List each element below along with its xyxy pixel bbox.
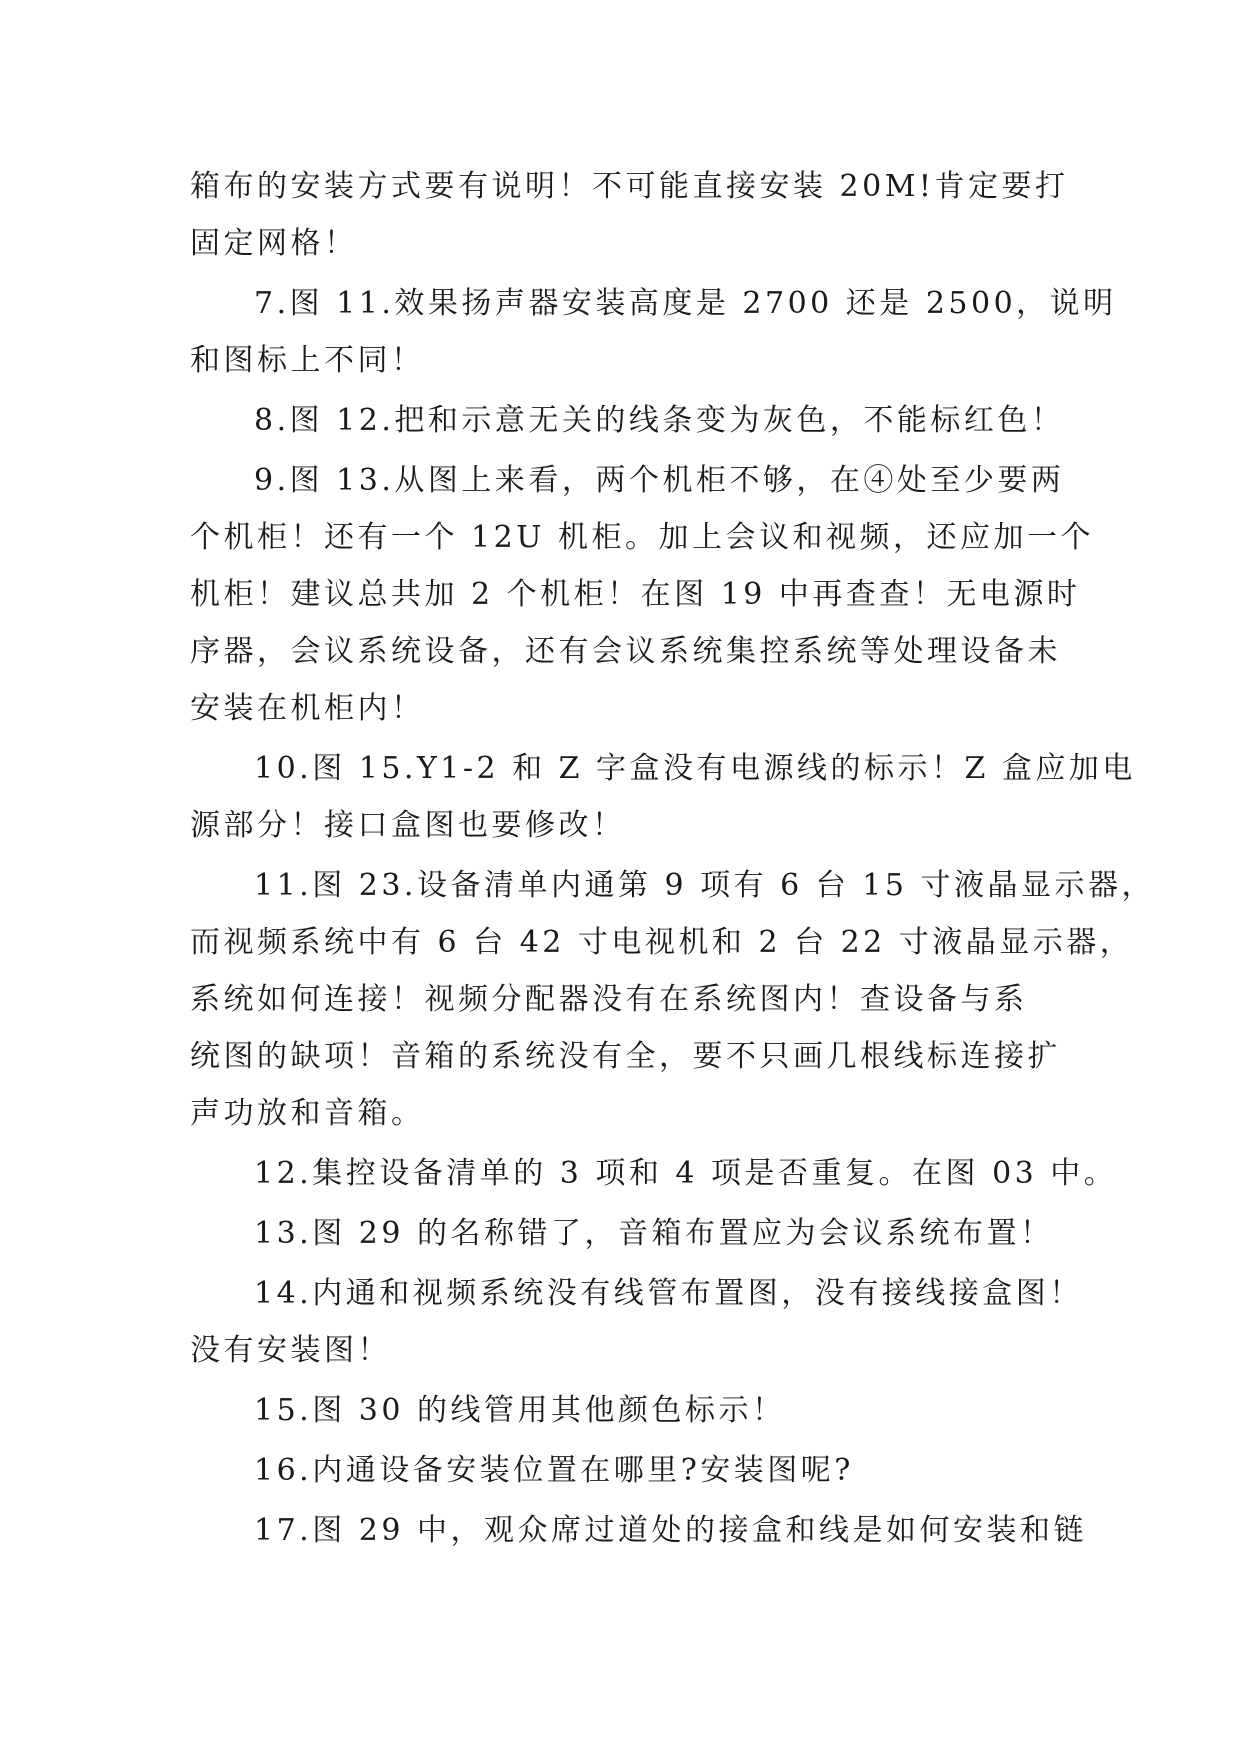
text-line: 序器，会议系统设备，还有会议系统集控系统等处理设备未: [190, 634, 1061, 669]
text-line: 和图标上不同！: [190, 343, 425, 378]
text-line: 个机柜！还有一个 12U 机柜。加上会议和视频，还应加一个: [190, 520, 1095, 555]
text-line: 机柜！建议总共加 2 个机柜！在图 19 中再查查！无电源时: [190, 577, 1081, 612]
paragraph: [190, 275, 1117, 389]
text-line: 箱布的安装方式要有说明！不可能直接安装 20M!肯定要打: [190, 169, 1069, 204]
paragraph: [190, 1382, 1060, 1439]
text-line: 源部分！接口盒图也要修改！: [190, 808, 626, 843]
text-line: 没有安装图！: [190, 1333, 391, 1368]
paragraph: [190, 158, 1069, 272]
text-line: 安装在机柜内！: [190, 691, 425, 726]
text-line: 统图的缺项！音箱的系统没有全，要不只画几根线标连接扩: [190, 1039, 1061, 1074]
text-line: 10.图 15.Y1-2 和 Z 字盒没有电源线的标示！Z 盒应加电: [254, 751, 1136, 786]
text-line: 9.图 13.从图上来看，两个机柜不够，在④处至少要两: [254, 463, 1065, 498]
text-line: 13.图 29 的名称错了，音箱布置应为会议系统布置！: [254, 1216, 1054, 1251]
text-line: 12.集控设备清单的 3 项和 4 项是否重复。在图 03 中。: [254, 1156, 1118, 1191]
paragraph: [190, 1442, 1060, 1499]
paragraph: [190, 740, 1136, 854]
paragraph: [190, 857, 1156, 1142]
paragraph: [190, 392, 1065, 449]
paragraph: [190, 452, 1095, 737]
paragraph: [190, 1265, 1083, 1379]
paragraph: [190, 1205, 1060, 1262]
text-line: 固定网格！: [190, 226, 358, 261]
text-line: 11.图 23.设备清单内通第 9 项有 6 台 15 寸液晶显示器，: [254, 868, 1156, 903]
text-line: 而视频系统中有 6 台 42 寸电视机和 2 台 22 寸液晶显示器，: [190, 925, 1134, 960]
text-line: 8.图 12.把和示意无关的线条变为灰色，不能标红色！: [254, 403, 1065, 438]
text-line: 15.图 30 的线管用其他颜色标示！: [254, 1393, 786, 1428]
document-body: [190, 158, 1156, 1562]
paragraph: [190, 1502, 1087, 1559]
text-line: 声功放和音箱。: [190, 1096, 425, 1131]
text-line: 17.图 29 中，观众席过道处的接盒和线是如何安装和链: [254, 1513, 1087, 1548]
paragraph-gap: [190, 1559, 1060, 1562]
text-line: 7.图 11.效果扬声器安装高度是 2700 还是 2500，说明: [254, 286, 1117, 321]
text-line: 14.内通和视频系统没有线管布置图，没有接线接盒图！: [254, 1276, 1083, 1311]
paragraph: [190, 1145, 1118, 1202]
text-line: 系统如何连接！视频分配器没有在系统图内！查设备与系: [190, 982, 1028, 1017]
text-line: 16.内通设备安装位置在哪里?安装图呢?: [254, 1453, 854, 1488]
